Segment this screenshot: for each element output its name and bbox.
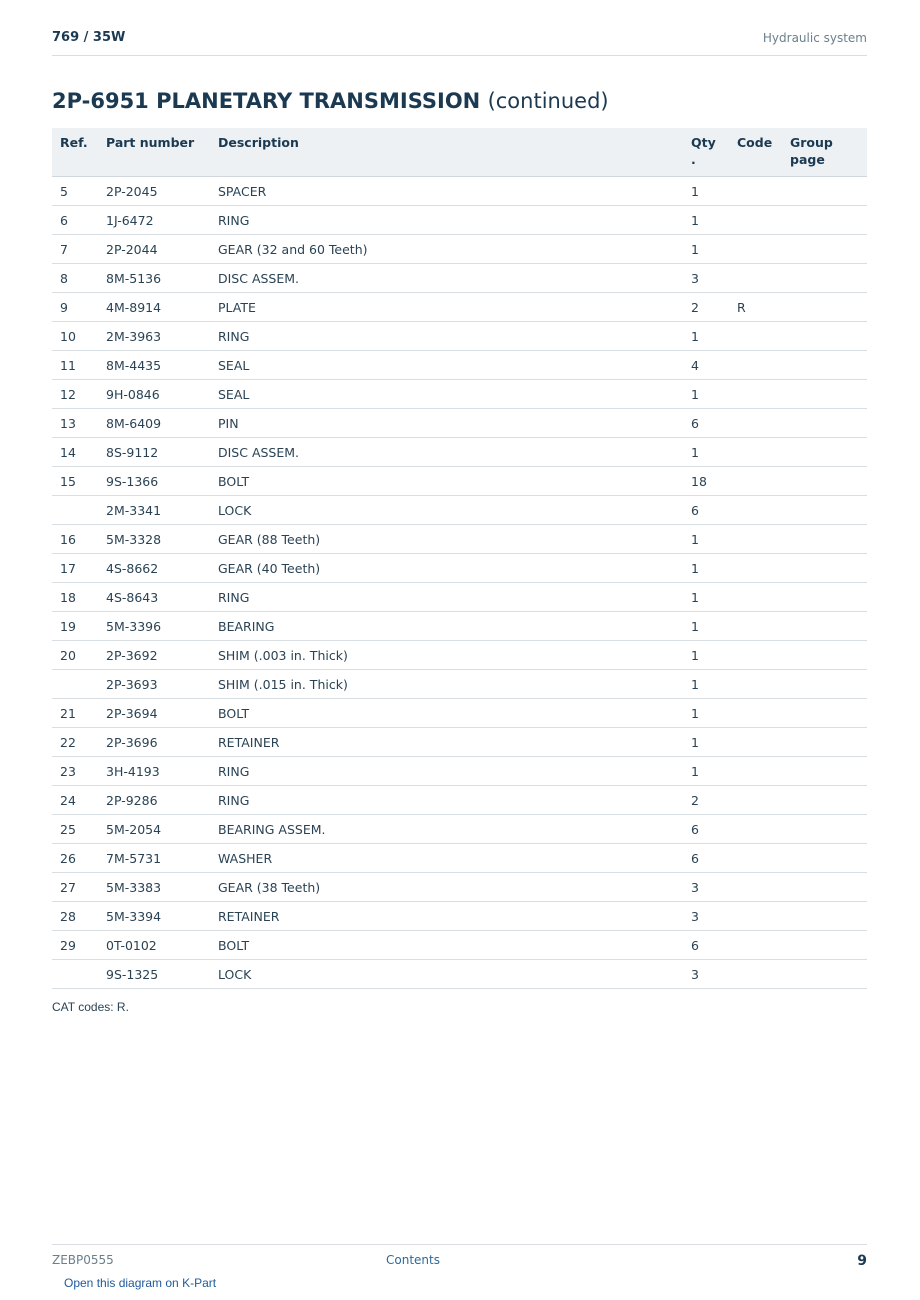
cell-group-page <box>782 322 867 351</box>
cell-qty: 6 <box>683 409 729 438</box>
cell-ref: 17 <box>52 554 98 583</box>
cell-code <box>729 177 782 206</box>
table-row <box>52 786 867 815</box>
cell-ref: 8 <box>52 264 98 293</box>
cell-part-number: 2P-3692 <box>98 641 210 670</box>
cell-qty: 3 <box>683 960 729 989</box>
col-header-qty-line1: Qty <box>691 135 716 150</box>
cell-group-page <box>782 264 867 293</box>
section-name: Hydraulic system <box>762 31 867 45</box>
cell-code <box>729 235 782 264</box>
cell-ref: 15 <box>52 467 98 496</box>
cell-code <box>729 844 782 873</box>
cell-ref: 28 <box>52 902 98 931</box>
cell-group-page <box>782 293 867 322</box>
cell-part-number: 8M-4435 <box>98 351 210 380</box>
table-row <box>52 438 867 467</box>
cell-code <box>729 902 782 931</box>
col-header-code-label: Code <box>737 135 773 150</box>
cell-code <box>729 670 782 699</box>
cell-qty: 1 <box>683 757 729 786</box>
parts-table-body <box>52 177 867 989</box>
cell-qty: 3 <box>683 264 729 293</box>
cell-qty: 1 <box>683 670 729 699</box>
cell-description: PLATE <box>210 293 683 322</box>
cell-description: RING <box>210 206 683 235</box>
table-row <box>52 525 867 554</box>
cell-part-number: 8M-6409 <box>98 409 210 438</box>
cell-description: BOLT <box>210 699 683 728</box>
table-row <box>52 496 867 525</box>
cell-ref: 19 <box>52 612 98 641</box>
cell-description: BOLT <box>210 467 683 496</box>
table-row <box>52 351 867 380</box>
cell-description: GEAR (38 Teeth) <box>210 873 683 902</box>
cell-code <box>729 757 782 786</box>
col-header-code <box>729 128 782 177</box>
table-row <box>52 409 867 438</box>
cell-qty: 4 <box>683 351 729 380</box>
cell-group-page <box>782 699 867 728</box>
table-row <box>52 612 867 641</box>
table-row <box>52 931 867 960</box>
col-header-group-line1: Group <box>790 135 833 150</box>
cell-part-number: 2M-3963 <box>98 322 210 351</box>
cell-qty: 18 <box>683 467 729 496</box>
cell-code <box>729 467 782 496</box>
cell-ref: 11 <box>52 351 98 380</box>
cell-part-number: 4M-8914 <box>98 293 210 322</box>
table-row <box>52 322 867 351</box>
col-header-description <box>210 128 683 177</box>
cell-code <box>729 815 782 844</box>
cell-description: RETAINER <box>210 902 683 931</box>
cell-part-number: 4S-8643 <box>98 583 210 612</box>
cell-description: SHIM (.015 in. Thick) <box>210 670 683 699</box>
cell-qty: 6 <box>683 496 729 525</box>
cell-code <box>729 931 782 960</box>
cell-code <box>729 641 782 670</box>
table-row <box>52 670 867 699</box>
cell-description: RING <box>210 757 683 786</box>
cell-description: WASHER <box>210 844 683 873</box>
cell-ref <box>52 496 98 525</box>
contents-link[interactable]: Contents <box>386 1253 440 1267</box>
cell-description: SEAL <box>210 380 683 409</box>
cell-qty: 1 <box>683 235 729 264</box>
cell-part-number: 9S-1366 <box>98 467 210 496</box>
cell-description: DISC ASSEM. <box>210 438 683 467</box>
page-header <box>52 28 867 56</box>
cell-group-page <box>782 873 867 902</box>
cell-code <box>729 960 782 989</box>
cell-ref: 6 <box>52 206 98 235</box>
cell-description: BEARING ASSEM. <box>210 815 683 844</box>
title-main: 2P-6951 PLANETARY TRANSMISSION <box>52 89 481 113</box>
cell-ref: 9 <box>52 293 98 322</box>
document-id: ZEBP0555 <box>52 1253 114 1267</box>
cell-code: R <box>729 293 782 322</box>
table-header-row <box>52 128 867 177</box>
table-row <box>52 235 867 264</box>
table-row <box>52 728 867 757</box>
page-title <box>52 89 609 113</box>
cell-group-page <box>782 612 867 641</box>
cell-group-page <box>782 409 867 438</box>
cell-code <box>729 206 782 235</box>
cell-part-number: 5M-3383 <box>98 873 210 902</box>
cell-code <box>729 583 782 612</box>
cell-part-number: 9H-0846 <box>98 380 210 409</box>
cell-ref: 26 <box>52 844 98 873</box>
cell-part-number: 9S-1325 <box>98 960 210 989</box>
cell-description: RING <box>210 322 683 351</box>
cell-description: BEARING <box>210 612 683 641</box>
cell-part-number: 4S-8662 <box>98 554 210 583</box>
table-row <box>52 844 867 873</box>
cell-description: SEAL <box>210 351 683 380</box>
cell-ref <box>52 960 98 989</box>
cell-group-page <box>782 815 867 844</box>
cell-part-number: 2P-9286 <box>98 786 210 815</box>
page-footer <box>52 1244 867 1271</box>
cell-part-number: 1J-6472 <box>98 206 210 235</box>
cell-code <box>729 351 782 380</box>
cell-part-number: 0T-0102 <box>98 931 210 960</box>
cell-description: DISC ASSEM. <box>210 264 683 293</box>
cell-qty: 6 <box>683 844 729 873</box>
cell-ref: 24 <box>52 786 98 815</box>
cell-ref <box>52 670 98 699</box>
cell-group-page <box>782 583 867 612</box>
cell-group-page <box>782 931 867 960</box>
cell-part-number: 8M-5136 <box>98 264 210 293</box>
cell-part-number: 5M-3394 <box>98 902 210 931</box>
table-row <box>52 757 867 786</box>
cell-qty: 1 <box>683 699 729 728</box>
cell-group-page <box>782 496 867 525</box>
cell-qty: 3 <box>683 902 729 931</box>
table-row <box>52 641 867 670</box>
cell-code <box>729 380 782 409</box>
cell-code <box>729 728 782 757</box>
cell-code <box>729 699 782 728</box>
cell-qty: 1 <box>683 554 729 583</box>
cell-group-page <box>782 525 867 554</box>
cell-ref: 20 <box>52 641 98 670</box>
page-number: 9 <box>857 1253 867 1269</box>
col-header-qty <box>683 128 729 177</box>
table-row <box>52 960 867 989</box>
cell-description: GEAR (40 Teeth) <box>210 554 683 583</box>
cell-group-page <box>782 670 867 699</box>
cell-code <box>729 438 782 467</box>
table-row <box>52 380 867 409</box>
cell-code <box>729 322 782 351</box>
cat-codes-note: CAT codes: R. <box>52 1000 129 1014</box>
cell-description: RING <box>210 786 683 815</box>
cell-part-number: 5M-3328 <box>98 525 210 554</box>
cell-code <box>729 873 782 902</box>
cell-part-number: 3H-4193 <box>98 757 210 786</box>
cell-qty: 1 <box>683 206 729 235</box>
cell-code <box>729 612 782 641</box>
cell-part-number: 5M-2054 <box>98 815 210 844</box>
cell-description: LOCK <box>210 496 683 525</box>
cell-part-number: 8S-9112 <box>98 438 210 467</box>
table-row <box>52 902 867 931</box>
cell-qty: 1 <box>683 322 729 351</box>
cell-qty: 1 <box>683 438 729 467</box>
cell-qty: 6 <box>683 931 729 960</box>
cell-ref: 22 <box>52 728 98 757</box>
col-header-qty-line2: . <box>691 152 696 167</box>
cell-description: LOCK <box>210 960 683 989</box>
table-row <box>52 873 867 902</box>
cell-group-page <box>782 786 867 815</box>
table-row <box>52 206 867 235</box>
col-header-group-line2: page <box>790 152 825 167</box>
cell-ref: 23 <box>52 757 98 786</box>
cell-part-number: 2P-2044 <box>98 235 210 264</box>
cell-qty: 1 <box>683 583 729 612</box>
cell-ref: 21 <box>52 699 98 728</box>
cell-description: RETAINER <box>210 728 683 757</box>
cell-group-page <box>782 438 867 467</box>
table-row <box>52 554 867 583</box>
cell-qty: 1 <box>683 612 729 641</box>
col-header-part-number <box>98 128 210 177</box>
cell-part-number: 2P-3693 <box>98 670 210 699</box>
cell-description: RING <box>210 583 683 612</box>
cell-qty: 1 <box>683 177 729 206</box>
cell-ref: 14 <box>52 438 98 467</box>
table-row <box>52 815 867 844</box>
cell-part-number: 2P-3694 <box>98 699 210 728</box>
cell-code <box>729 554 782 583</box>
cell-description: SHIM (.003 in. Thick) <box>210 641 683 670</box>
cell-qty: 2 <box>683 786 729 815</box>
cell-group-page <box>782 960 867 989</box>
cell-part-number: 2P-2045 <box>98 177 210 206</box>
cell-group-page <box>782 467 867 496</box>
cell-group-page <box>782 206 867 235</box>
cell-part-number: 5M-3396 <box>98 612 210 641</box>
cell-code <box>729 264 782 293</box>
table-row <box>52 264 867 293</box>
cell-ref: 12 <box>52 380 98 409</box>
cell-description: SPACER <box>210 177 683 206</box>
cell-qty: 6 <box>683 815 729 844</box>
cell-ref: 27 <box>52 873 98 902</box>
table-row <box>52 583 867 612</box>
cell-ref: 25 <box>52 815 98 844</box>
cell-qty: 3 <box>683 873 729 902</box>
cell-code <box>729 496 782 525</box>
title-suffix: (continued) <box>487 89 609 113</box>
cell-group-page <box>782 351 867 380</box>
cell-group-page <box>782 728 867 757</box>
table-row <box>52 177 867 206</box>
cell-group-page <box>782 844 867 873</box>
cell-group-page <box>782 177 867 206</box>
cell-ref: 16 <box>52 525 98 554</box>
model-label: 769 / 35W <box>52 30 126 45</box>
cell-ref: 13 <box>52 409 98 438</box>
cell-group-page <box>782 380 867 409</box>
cell-part-number: 2M-3341 <box>98 496 210 525</box>
table-row <box>52 467 867 496</box>
cell-group-page <box>782 235 867 264</box>
cell-qty: 1 <box>683 728 729 757</box>
col-header-part-number-label: Part number <box>106 135 195 150</box>
cell-qty: 2 <box>683 293 729 322</box>
col-header-ref <box>52 128 98 177</box>
cell-code <box>729 409 782 438</box>
cell-qty: 1 <box>683 380 729 409</box>
cell-description: BOLT <box>210 931 683 960</box>
table-row <box>52 293 867 322</box>
cell-group-page <box>782 902 867 931</box>
cell-ref: 29 <box>52 931 98 960</box>
cell-ref: 18 <box>52 583 98 612</box>
cell-description: PIN <box>210 409 683 438</box>
cell-part-number: 7M-5731 <box>98 844 210 873</box>
cell-code <box>729 525 782 554</box>
cell-group-page <box>782 757 867 786</box>
parts-table <box>52 128 867 989</box>
cell-description: GEAR (32 and 60 Teeth) <box>210 235 683 264</box>
cell-ref: 7 <box>52 235 98 264</box>
cell-group-page <box>782 641 867 670</box>
table-row <box>52 699 867 728</box>
col-header-ref-label: Ref. <box>60 135 88 150</box>
cell-qty: 1 <box>683 641 729 670</box>
cell-qty: 1 <box>683 525 729 554</box>
cell-part-number: 2P-3696 <box>98 728 210 757</box>
cell-ref: 5 <box>52 177 98 206</box>
col-header-group-page <box>782 128 867 177</box>
open-kpart-link[interactable]: Open this diagram on K-Part <box>64 1276 217 1290</box>
cell-group-page <box>782 554 867 583</box>
col-header-description-label: Description <box>218 135 299 150</box>
cell-ref: 10 <box>52 322 98 351</box>
cell-code <box>729 786 782 815</box>
cell-description: GEAR (88 Teeth) <box>210 525 683 554</box>
